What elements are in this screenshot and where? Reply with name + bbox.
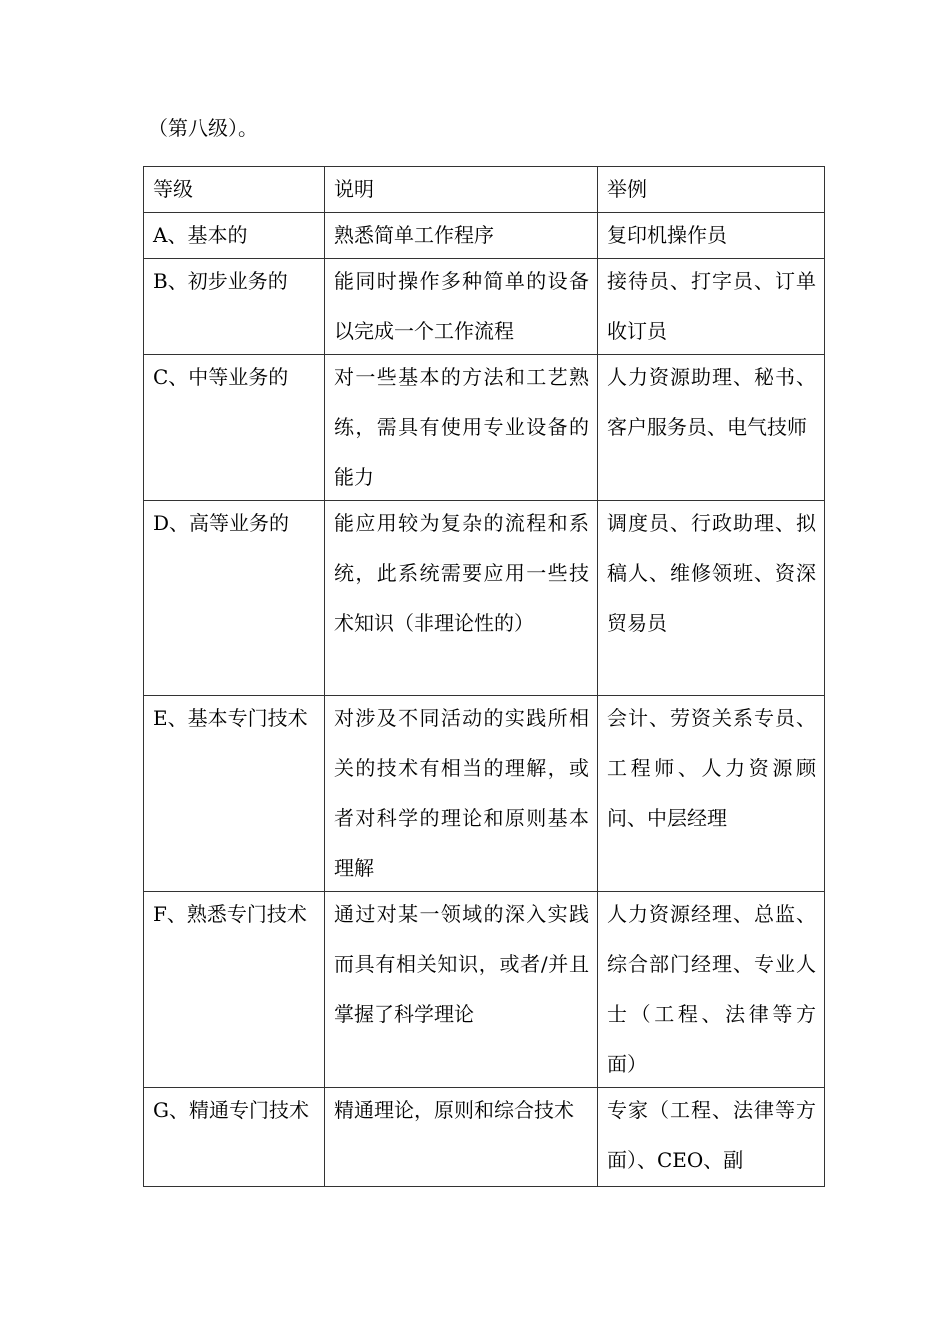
description-cell: 对涉及不同活动的实践所相关的技术有相当的理解，或者对科学的理论和原则基本理解 — [325, 696, 598, 892]
example-cell: 接待员、打字员、订单收订员 — [598, 259, 825, 355]
description-cell: 精通理论，原则和综合技术 — [325, 1088, 598, 1187]
table-row — [144, 213, 825, 259]
table-header-row — [144, 167, 825, 213]
header-description: 说明 — [325, 167, 598, 213]
header-level: 等级 — [144, 167, 325, 213]
table-row — [144, 1088, 825, 1187]
table-row — [144, 355, 825, 501]
header-example: 举例 — [598, 167, 825, 213]
level-cell: G、精通专门技术 — [144, 1088, 325, 1187]
level-cell: F、熟悉专门技术 — [144, 892, 325, 1088]
description-cell: 熟悉简单工作程序 — [325, 213, 598, 259]
example-cell: 人力资源助理、秘书、客户服务员、电气技师 — [598, 355, 825, 501]
table-row — [144, 259, 825, 355]
example-cell: 专家（工程、法律等方面）、CEO、副 — [598, 1088, 825, 1187]
description-cell: 能应用较为复杂的流程和系统，此系统需要应用一些技术知识（非理论性的） — [325, 501, 598, 696]
table-row — [144, 892, 825, 1088]
table-row — [144, 501, 825, 696]
intro-text: （第八级）。 — [148, 116, 258, 140]
table-row — [144, 696, 825, 892]
example-cell: 人力资源经理、总监、综合部门经理、专业人士（工程、法律等方面） — [598, 892, 825, 1088]
description-cell: 通过对某一领域的深入实践而具有相关知识，或者/并且掌握了科学理论 — [325, 892, 598, 1088]
description-cell: 对一些基本的方法和工艺熟练，需具有使用专业设备的能力 — [325, 355, 598, 501]
example-cell: 调度员、行政助理、拟稿人、维修领班、资深贸易员 — [598, 501, 825, 696]
example-cell: 会计、劳资关系专员、工程师、人力资源顾问、中层经理 — [598, 696, 825, 892]
level-cell: A、基本的 — [144, 213, 325, 259]
example-cell: 复印机操作员 — [598, 213, 825, 259]
level-cell: E、基本专门技术 — [144, 696, 325, 892]
description-cell: 能同时操作多种简单的设备以完成一个工作流程 — [325, 259, 598, 355]
level-cell: B、初步业务的 — [144, 259, 325, 355]
level-cell: C、中等业务的 — [144, 355, 325, 501]
level-cell: D、高等业务的 — [144, 501, 325, 696]
skill-level-table — [143, 166, 825, 1187]
